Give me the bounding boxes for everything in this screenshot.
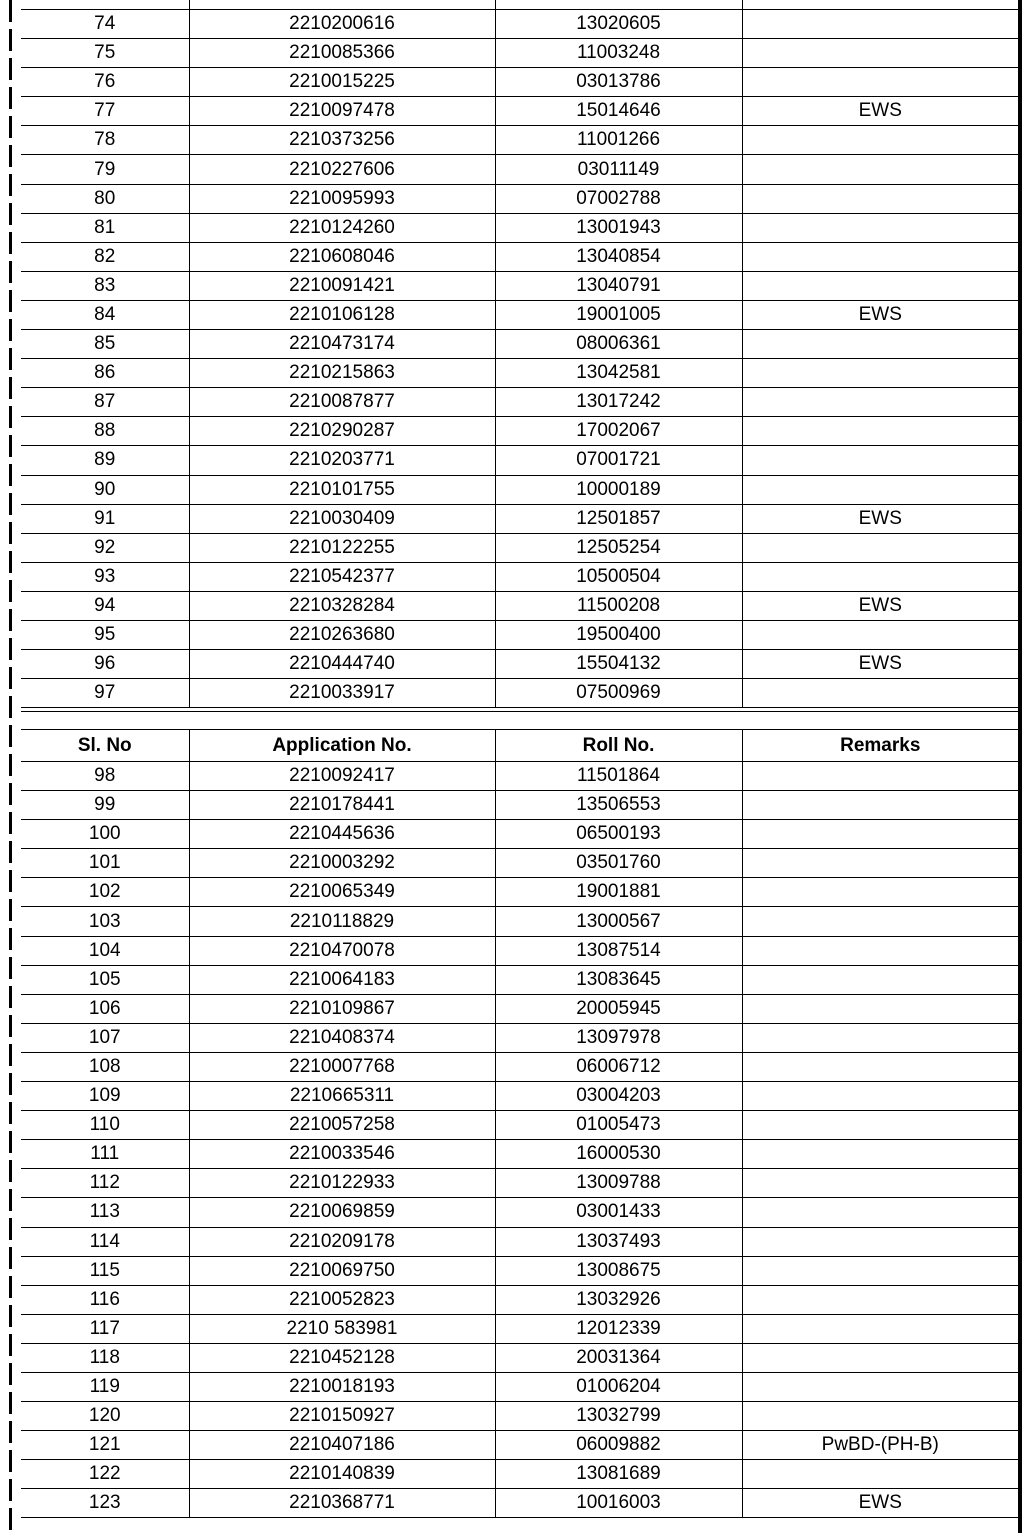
cell-application-no: 2210542377 [189,562,495,591]
table-row [21,1431,1018,1460]
cell-roll-no: 13032926 [495,1285,742,1314]
cell-remarks [742,1314,1018,1343]
cell-remarks: EWS [742,1489,1018,1518]
table-row [21,1460,1018,1489]
cell-application-no: 2210408374 [189,1023,495,1052]
cell-roll-no: 07002788 [495,184,742,213]
cell-sl-no: 114 [21,1227,189,1256]
cell-sl-no: 95 [21,620,189,649]
cell-sl-no: 88 [21,417,189,446]
cell-roll-no: 13097978 [495,1023,742,1052]
cell-remarks [742,359,1018,388]
table-row [21,1023,1018,1052]
cell-sl-no: 103 [21,907,189,936]
cell-roll-no: 19500400 [495,620,742,649]
cell-remarks [742,562,1018,591]
cell-remarks [742,936,1018,965]
cell-roll-no: 13008675 [495,1256,742,1285]
cell-application-no: 2210452128 [189,1343,495,1372]
cell-application-no: 2210203771 [189,446,495,475]
table-header-row [21,730,1018,762]
cell-application-no: 2210101755 [189,475,495,504]
cell-sl-no: 89 [21,446,189,475]
cell-application-no: 2210097478 [189,97,495,126]
cell-roll-no: 20005945 [495,994,742,1023]
cell-roll-no: 13009788 [495,1169,742,1198]
cell-remarks [742,242,1018,271]
cell-application-no: 2210064183 [189,965,495,994]
cell-application-no: 2210209178 [189,1227,495,1256]
table-row [21,620,1018,649]
table-row [21,68,1018,97]
cell-roll-no: 07001721 [495,446,742,475]
cell-remarks [742,126,1018,155]
cell-sl-no: 121 [21,1431,189,1460]
cell-remarks [742,1082,1018,1111]
cell-roll-no: 16000530 [495,1140,742,1169]
cell-sl-no: 117 [21,1314,189,1343]
cell-roll-no: 15014646 [495,97,742,126]
table-row [21,300,1018,329]
table-row [21,242,1018,271]
cell-remarks: EWS [742,591,1018,620]
table-row [21,1343,1018,1372]
cell-application-no: 2210030409 [189,504,495,533]
cell-sl-no: 119 [21,1372,189,1401]
cell-remarks [742,679,1018,708]
results-table [21,729,1018,1518]
table-row [21,907,1018,936]
cell-roll-no: 06009882 [495,1431,742,1460]
cell-remarks [742,1460,1018,1489]
cell-sl-no: 80 [21,184,189,213]
table-row [21,10,1018,39]
cell-remarks [742,1111,1018,1140]
cell-sl-no: 79 [21,155,189,184]
column-header-sl-no: Sl. No [21,730,189,762]
results-table-continued-body [21,0,1018,708]
cell-application-no: 2210150927 [189,1402,495,1431]
cell-sl-no: 123 [21,1489,189,1518]
cell-remarks [742,155,1018,184]
cell-application-no: 2210473174 [189,330,495,359]
cell-application-no: 2210368771 [189,1489,495,1518]
cell-roll-no: 11501864 [495,762,742,791]
cell-roll-no: 19001881 [495,878,742,907]
cell-roll-no: 06006712 [495,1052,742,1081]
cell-sl-no: 82 [21,242,189,271]
cell-application-no: 2210665311 [189,1082,495,1111]
cell-remarks [742,10,1018,39]
cell-roll-no: 13037493 [495,1227,742,1256]
cell-remarks [742,1402,1018,1431]
cell-sl-no: 86 [21,359,189,388]
cell-roll-no: 12501857 [495,504,742,533]
table-row-stub [21,0,1018,10]
cell-sl-no: 101 [21,849,189,878]
cell-remarks [742,1256,1018,1285]
cell-roll-no: 13087514 [495,936,742,965]
cell-application-no: 2210373256 [189,126,495,155]
cell-application-no: 2210015225 [189,68,495,97]
cell-roll-no: 13506553 [495,791,742,820]
cell-roll-no: 11500208 [495,591,742,620]
table-row [21,791,1018,820]
cell-roll-no: 11003248 [495,39,742,68]
cell-roll-no: 08006361 [495,330,742,359]
results-table-body [21,762,1018,1518]
column-header-application-no: Application No. [189,730,495,762]
cell-sl-no: 99 [21,791,189,820]
cell-sl-no: 111 [21,1140,189,1169]
table-row [21,97,1018,126]
cell-roll-no: 13083645 [495,965,742,994]
table-row [21,762,1018,791]
cell-remarks [742,184,1018,213]
cell-application-no: 2210124260 [189,213,495,242]
cell-application-no: 2210007768 [189,1052,495,1081]
cell-application-no: 2210106128 [189,300,495,329]
cell-remarks [742,849,1018,878]
cell-sl-no: 116 [21,1285,189,1314]
cell-application-no: 2210109867 [189,994,495,1023]
table-row [21,1111,1018,1140]
table-row [21,1285,1018,1314]
cell-roll-no: 20031364 [495,1343,742,1372]
cell-application-no: 2210069750 [189,1256,495,1285]
table-row [21,1198,1018,1227]
cell-application-no: 2210445636 [189,820,495,849]
cell-remarks [742,907,1018,936]
cell-application-no: 2210057258 [189,1111,495,1140]
cell-remarks [742,417,1018,446]
cell-roll-no: 12505254 [495,533,742,562]
cell-sl-no: 74 [21,10,189,39]
table-row [21,446,1018,475]
table-row [21,213,1018,242]
cell-application-no: 2210065349 [189,878,495,907]
cell-roll-no: 01006204 [495,1372,742,1401]
cell-remarks [742,1052,1018,1081]
table-row [21,184,1018,213]
cell-roll-no: 10016003 [495,1489,742,1518]
cell-remarks: EWS [742,97,1018,126]
cell-roll-no: 15504132 [495,650,742,679]
cell-application-no: 2210069859 [189,1198,495,1227]
cell-application-no: 2210200616 [189,10,495,39]
cell-application-no: 2210407186 [189,1431,495,1460]
cell-application-no: 2210122255 [189,533,495,562]
cell-remarks [742,878,1018,907]
cell-application-no: 2210091421 [189,271,495,300]
cell-roll-no: 13042581 [495,359,742,388]
cell-remarks [742,1227,1018,1256]
table-row [21,475,1018,504]
cell-sl-no: 87 [21,388,189,417]
cell-remarks [742,271,1018,300]
cell-application-no: 2210470078 [189,936,495,965]
cell-application-no: 2210003292 [189,849,495,878]
table-row [21,878,1018,907]
cell-application-no: 2210122933 [189,1169,495,1198]
cell-roll-no: 13017242 [495,388,742,417]
cell-application-no: 2210092417 [189,762,495,791]
results-table-continued [21,0,1018,708]
cell-sl-no: 83 [21,271,189,300]
cell-remarks [742,1285,1018,1314]
cell-remarks [742,1169,1018,1198]
table-row [21,533,1018,562]
cell-roll-no: 11001266 [495,126,742,155]
cell-remarks [742,1372,1018,1401]
cell-remarks [742,1343,1018,1372]
cell-sl-no: 90 [21,475,189,504]
table-row [21,994,1018,1023]
cell-sl-no: 75 [21,39,189,68]
cell-roll-no: 13000567 [495,907,742,936]
cell-roll-no: 13020605 [495,10,742,39]
cell-sl-no: 100 [21,820,189,849]
cell-roll-no: 13081689 [495,1460,742,1489]
table-row [21,388,1018,417]
table-row [21,562,1018,591]
cell-sl-no: 85 [21,330,189,359]
cell-application-no: 2210118829 [189,907,495,936]
table-row [21,936,1018,965]
cell-application-no: 2210095993 [189,184,495,213]
cell-sl-no: 78 [21,126,189,155]
cell-sl-no: 110 [21,1111,189,1140]
right-margin-border [1018,0,1022,1533]
cell-remarks: EWS [742,650,1018,679]
cell-application-no: 2210 583981 [189,1314,495,1343]
cell-application-no: 2210033546 [189,1140,495,1169]
cell-remarks: PwBD-(PH-B) [742,1431,1018,1460]
cell-sl-no: 77 [21,97,189,126]
table-divider [21,711,1018,712]
cell-application-no: 2210215863 [189,359,495,388]
cell-remarks [742,68,1018,97]
cell-roll-no: 10500504 [495,562,742,591]
cell-remarks [742,446,1018,475]
cell-sl-no: 122 [21,1460,189,1489]
cell-application-no: 2210444740 [189,650,495,679]
cell-remarks [742,39,1018,68]
cell-sl-no: 76 [21,68,189,97]
cell-application-no: 2210033917 [189,679,495,708]
cell-sl-no: 91 [21,504,189,533]
cell-sl-no: 92 [21,533,189,562]
cell-application-no: 2210018193 [189,1372,495,1401]
cell-remarks [742,213,1018,242]
table-row [21,504,1018,533]
table-row [21,39,1018,68]
cell-remarks [742,1023,1018,1052]
table-row [21,330,1018,359]
cell-sl-no: 115 [21,1256,189,1285]
cell-application-no: 2210263680 [189,620,495,649]
cell-sl-no: 106 [21,994,189,1023]
table-row [21,1169,1018,1198]
cell-application-no: 2210227606 [189,155,495,184]
cell-sl-no: 81 [21,213,189,242]
cell-roll-no: 13032799 [495,1402,742,1431]
cell-roll-no: 13040854 [495,242,742,271]
cell-remarks: EWS [742,300,1018,329]
table-row [21,1140,1018,1169]
cell-remarks [742,791,1018,820]
cell-roll-no: 12012339 [495,1314,742,1343]
table-row [21,650,1018,679]
cell-sl-no: 93 [21,562,189,591]
cell-roll-no: 03004203 [495,1082,742,1111]
cell-remarks [742,762,1018,791]
cell-remarks [742,994,1018,1023]
table-row [21,820,1018,849]
table-row [21,359,1018,388]
cell-sl-no: 108 [21,1052,189,1081]
cell-sl-no: 96 [21,650,189,679]
cell-remarks [742,533,1018,562]
cell-sl-no: 97 [21,679,189,708]
table-row [21,1314,1018,1343]
cell-remarks [742,965,1018,994]
cell-roll-no: 03001433 [495,1198,742,1227]
table-row [21,679,1018,708]
table-row [21,417,1018,446]
cell-roll-no: 03013786 [495,68,742,97]
cell-application-no: 2210085366 [189,39,495,68]
left-margin-border [9,0,12,1533]
cell-sl-no: 118 [21,1343,189,1372]
cell-remarks [742,620,1018,649]
column-header-roll-no: Roll No. [495,730,742,762]
table-row [21,965,1018,994]
cell-roll-no: 07500969 [495,679,742,708]
cell-sl-no: 84 [21,300,189,329]
cell-remarks [742,475,1018,504]
cell-sl-no: 104 [21,936,189,965]
cell-application-no: 2210608046 [189,242,495,271]
cell-application-no: 2210087877 [189,388,495,417]
cell-roll-no: 03501760 [495,849,742,878]
cell-application-no: 2210178441 [189,791,495,820]
cell-roll-no: 01005473 [495,1111,742,1140]
table-row [21,1256,1018,1285]
table-row [21,1052,1018,1081]
cell-sl-no: 102 [21,878,189,907]
cell-sl-no: 105 [21,965,189,994]
cell-sl-no: 113 [21,1198,189,1227]
cell-application-no: 2210328284 [189,591,495,620]
cell-remarks: EWS [742,504,1018,533]
cell-sl-no: 120 [21,1402,189,1431]
cell-remarks [742,388,1018,417]
cell-application-no: 2210052823 [189,1285,495,1314]
table-row [21,1227,1018,1256]
table-row [21,1402,1018,1431]
cell-remarks [742,1140,1018,1169]
table-row [21,1372,1018,1401]
cell-sl-no: 107 [21,1023,189,1052]
table-row [21,155,1018,184]
table-row [21,271,1018,300]
cell-remarks [742,330,1018,359]
cell-sl-no: 98 [21,762,189,791]
cell-application-no: 2210140839 [189,1460,495,1489]
table-row [21,1489,1018,1518]
cell-roll-no: 06500193 [495,820,742,849]
table-row [21,126,1018,155]
cell-roll-no: 19001005 [495,300,742,329]
cell-roll-no: 03011149 [495,155,742,184]
table-row [21,591,1018,620]
cell-roll-no: 13001943 [495,213,742,242]
cell-sl-no: 109 [21,1082,189,1111]
cell-remarks [742,1198,1018,1227]
table-row [21,849,1018,878]
cell-remarks [742,820,1018,849]
cell-sl-no: 94 [21,591,189,620]
cell-roll-no: 17002067 [495,417,742,446]
table-row [21,1082,1018,1111]
cell-roll-no: 13040791 [495,271,742,300]
cell-sl-no: 112 [21,1169,189,1198]
column-header-remarks: Remarks [742,730,1018,762]
cell-roll-no: 10000189 [495,475,742,504]
cell-application-no: 2210290287 [189,417,495,446]
